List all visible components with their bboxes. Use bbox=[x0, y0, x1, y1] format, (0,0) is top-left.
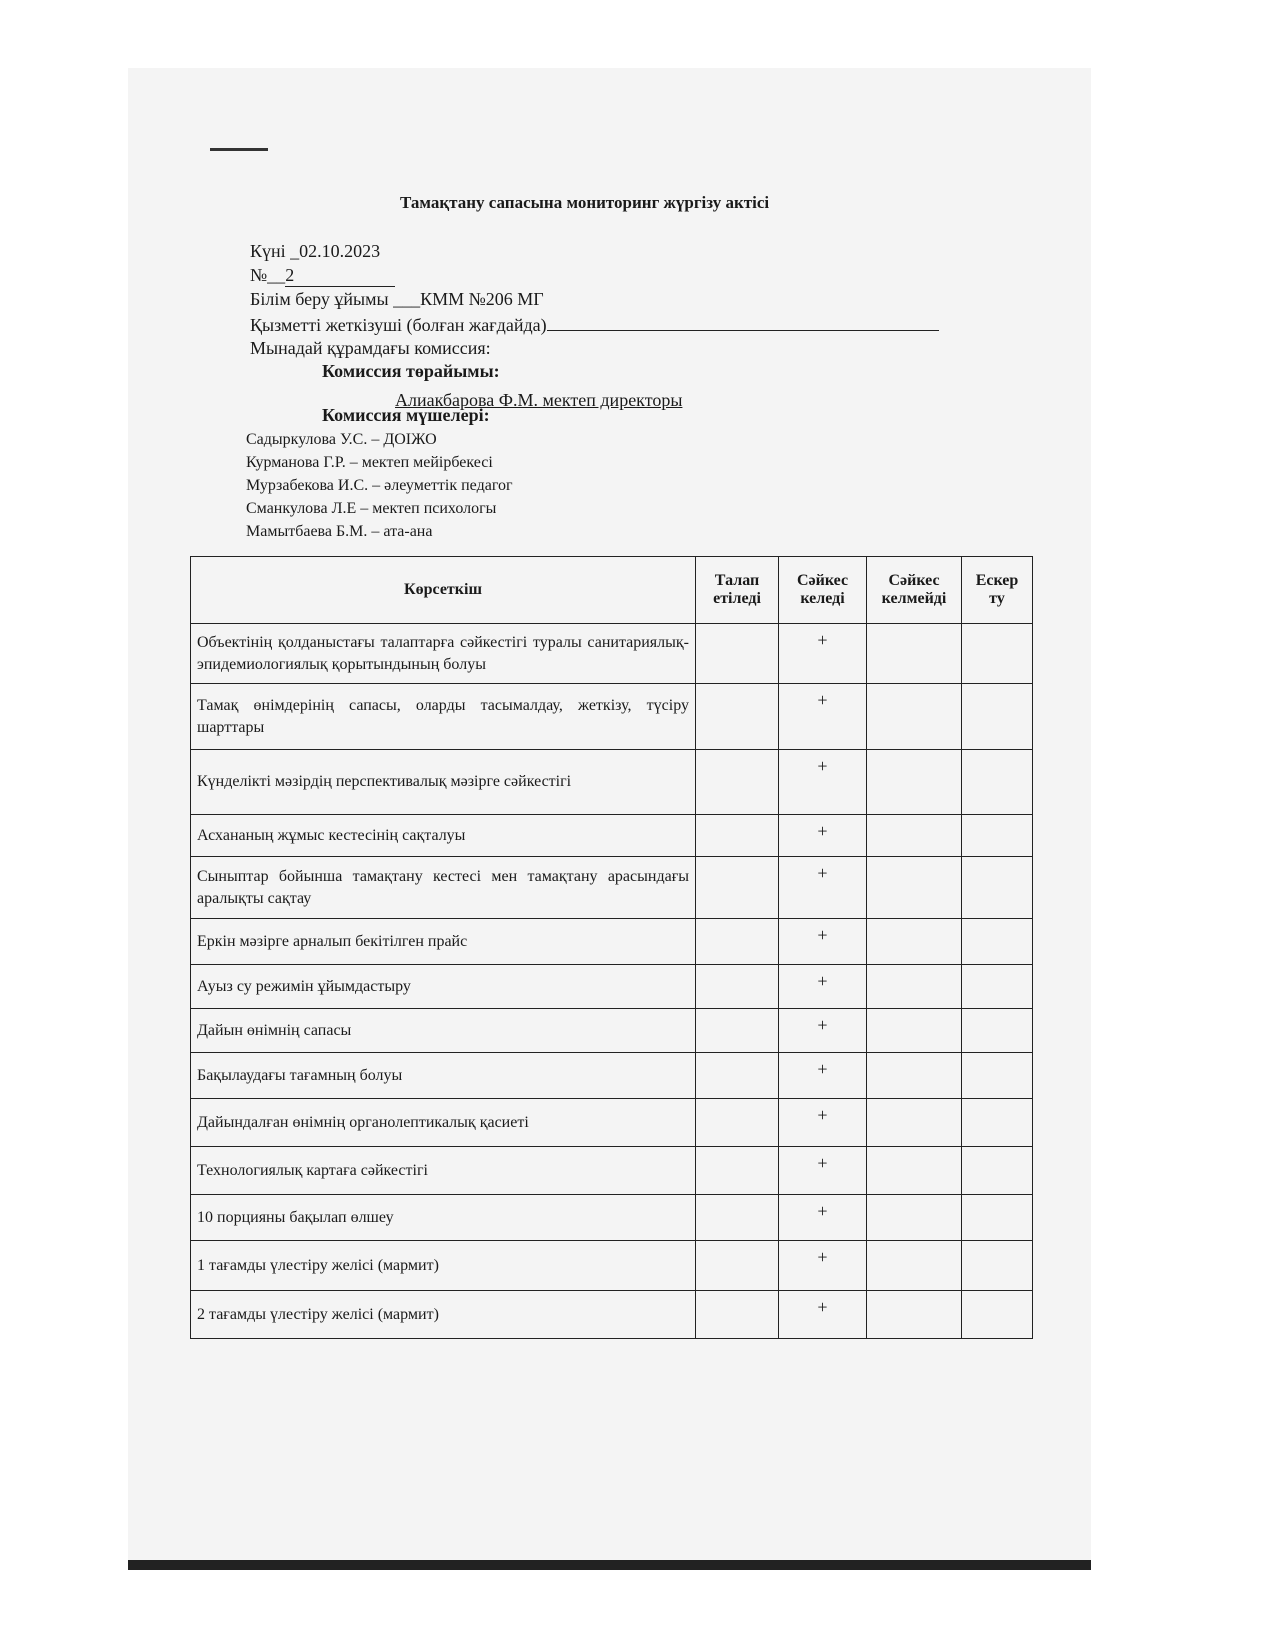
noncompliant-cell bbox=[867, 684, 962, 750]
members-heading: Комиссия мүшелері: bbox=[322, 405, 490, 425]
table-row bbox=[191, 1009, 1033, 1053]
required-cell bbox=[696, 1291, 779, 1339]
note-cell bbox=[962, 750, 1033, 815]
table-row bbox=[191, 1147, 1033, 1195]
table-header-row bbox=[191, 557, 1033, 624]
table-row bbox=[191, 1053, 1033, 1099]
compliant-mark: + bbox=[779, 1053, 867, 1099]
required-cell bbox=[696, 857, 779, 919]
compliant-mark: + bbox=[779, 1291, 867, 1339]
compliant-mark: + bbox=[779, 919, 867, 965]
note-cell bbox=[962, 815, 1033, 857]
note-cell bbox=[962, 1053, 1033, 1099]
indicator-cell: 10 порцияны бақылап өлшеу bbox=[191, 1195, 696, 1241]
indicator-cell: Сыныптар бойынша тамақтану кестесі мен тамақтану арасындағы аралықты сақтау bbox=[191, 857, 696, 919]
org-value: КММ №206 МГ bbox=[420, 289, 544, 309]
org-label: Білім беру ұйымы ___ bbox=[250, 289, 421, 309]
required-cell bbox=[696, 965, 779, 1009]
date-line bbox=[250, 240, 380, 262]
noncompliant-cell bbox=[867, 1099, 962, 1147]
chair-heading: Комиссия төрайымы: bbox=[322, 361, 500, 381]
note-cell bbox=[962, 857, 1033, 919]
monitoring-table bbox=[190, 556, 1033, 1339]
note-cell bbox=[962, 1291, 1033, 1339]
required-cell bbox=[696, 1195, 779, 1241]
indicator-cell: Асхананың жұмыс кестесінің сақталуы bbox=[191, 815, 696, 857]
table-row bbox=[191, 965, 1033, 1009]
noncompliant-cell bbox=[867, 1009, 962, 1053]
compliant-mark: + bbox=[779, 1147, 867, 1195]
header-note: Ескер ту bbox=[962, 557, 1033, 624]
indicator-cell: Бақылаудағы тағамның болуы bbox=[191, 1053, 696, 1099]
number-line bbox=[250, 264, 395, 287]
chair-name: Алиакбарова Ф.М. мектеп директоры bbox=[395, 390, 683, 410]
supplier-blank bbox=[547, 312, 939, 331]
header-compliant: Сәйкес келеді bbox=[779, 557, 867, 624]
note-cell bbox=[962, 1009, 1033, 1053]
indicator-cell: Күнделікті мәзірдің перспективалық мәзірге сәйкестігі bbox=[191, 750, 696, 815]
table-row bbox=[191, 1099, 1033, 1147]
number-label: №__ bbox=[250, 265, 286, 285]
supplier-label: Қызметті жеткізуші (болған жағдайда) bbox=[250, 315, 547, 335]
table-row bbox=[191, 624, 1033, 684]
compliant-mark: + bbox=[779, 750, 867, 815]
note-cell bbox=[962, 624, 1033, 684]
table-row bbox=[191, 919, 1033, 965]
supplier-line bbox=[250, 312, 939, 336]
required-cell bbox=[696, 815, 779, 857]
note-cell bbox=[962, 684, 1033, 750]
member-item: Мурзабекова И.С. – әлеуметтік педагог bbox=[246, 477, 513, 494]
document-title: Тамақтану сапасына мониторинг жүргізу актісі bbox=[400, 193, 770, 212]
compliant-mark: + bbox=[779, 624, 867, 684]
compliant-mark: + bbox=[779, 1241, 867, 1291]
required-cell bbox=[696, 1053, 779, 1099]
note-cell bbox=[962, 1147, 1033, 1195]
noncompliant-cell bbox=[867, 815, 962, 857]
table-row bbox=[191, 857, 1033, 919]
table-row bbox=[191, 1195, 1033, 1241]
header-noncompliant: Сәйкес келмейді bbox=[867, 557, 962, 624]
member-item: Садыркулова У.С. – ДОІЖО bbox=[246, 431, 437, 448]
member-item: Сманкулова Л.Е – мектеп психологы bbox=[246, 500, 497, 517]
table-row bbox=[191, 684, 1033, 750]
table-row bbox=[191, 815, 1033, 857]
commission-label: Мынадай құрамдағы комиссия: bbox=[250, 338, 491, 358]
note-cell bbox=[962, 965, 1033, 1009]
noncompliant-cell bbox=[867, 1053, 962, 1099]
required-cell bbox=[696, 624, 779, 684]
required-cell bbox=[696, 1147, 779, 1195]
indicator-cell: Дайын өнімнің сапасы bbox=[191, 1009, 696, 1053]
member-item: Курманова Г.Р. – мектеп мейірбекесі bbox=[246, 454, 493, 471]
compliant-mark: + bbox=[779, 815, 867, 857]
org-line bbox=[250, 288, 544, 310]
required-cell bbox=[696, 750, 779, 815]
header-required: Талап етіледі bbox=[696, 557, 779, 624]
note-cell bbox=[962, 1241, 1033, 1291]
table-row bbox=[191, 750, 1033, 815]
required-cell bbox=[696, 919, 779, 965]
indicator-cell: 1 тағамды үлестіру желісі (мармит) bbox=[191, 1241, 696, 1291]
noncompliant-cell bbox=[867, 965, 962, 1009]
compliant-mark: + bbox=[779, 1099, 867, 1147]
table-row bbox=[191, 1291, 1033, 1339]
noncompliant-cell bbox=[867, 750, 962, 815]
compliant-mark: + bbox=[779, 684, 867, 750]
member-item: Мамытбаева Б.М. – ата-ана bbox=[246, 523, 433, 540]
header-indicator: Көрсеткіш bbox=[191, 557, 696, 624]
noncompliant-cell bbox=[867, 624, 962, 684]
date-value: 02.10.2023 bbox=[299, 241, 381, 261]
required-cell bbox=[696, 1241, 779, 1291]
indicator-cell: Объектінің қолданыстағы талаптарға сәйкестігі туралы санитариялық-эпидемиологиялық қорытындының болуы bbox=[191, 624, 696, 684]
indicator-cell: 2 тағамды үлестіру желісі (мармит) bbox=[191, 1291, 696, 1339]
note-cell bbox=[962, 1195, 1033, 1241]
scan-edge bbox=[128, 1560, 1091, 1570]
noncompliant-cell bbox=[867, 1241, 962, 1291]
indicator-cell: Ауыз су режимін ұйымдастыру bbox=[191, 965, 696, 1009]
noncompliant-cell bbox=[867, 1291, 962, 1339]
required-cell bbox=[696, 1009, 779, 1053]
compliant-mark: + bbox=[779, 965, 867, 1009]
indicator-cell: Еркін мәзірге арналып бекітілген прайс bbox=[191, 919, 696, 965]
compliant-mark: + bbox=[779, 1195, 867, 1241]
noncompliant-cell bbox=[867, 1147, 962, 1195]
required-cell bbox=[696, 684, 779, 750]
note-cell bbox=[962, 1099, 1033, 1147]
number-value: 2 bbox=[285, 264, 395, 287]
indicator-cell: Тамақ өнімдерінің сапасы, оларды тасымалдау, жеткізу, түсіру шарттары bbox=[191, 684, 696, 750]
noncompliant-cell bbox=[867, 919, 962, 965]
compliant-mark: + bbox=[779, 857, 867, 919]
indicator-cell: Технологиялық картаға сәйкестігі bbox=[191, 1147, 696, 1195]
note-cell bbox=[962, 919, 1033, 965]
noncompliant-cell bbox=[867, 857, 962, 919]
table-row bbox=[191, 1241, 1033, 1291]
compliant-mark: + bbox=[779, 1009, 867, 1053]
noncompliant-cell bbox=[867, 1195, 962, 1241]
indicator-cell: Дайындалған өнімнің органолептикалық қасиеті bbox=[191, 1099, 696, 1147]
required-cell bbox=[696, 1099, 779, 1147]
header-dash bbox=[210, 148, 268, 151]
date-label: Күні _ bbox=[250, 241, 300, 261]
